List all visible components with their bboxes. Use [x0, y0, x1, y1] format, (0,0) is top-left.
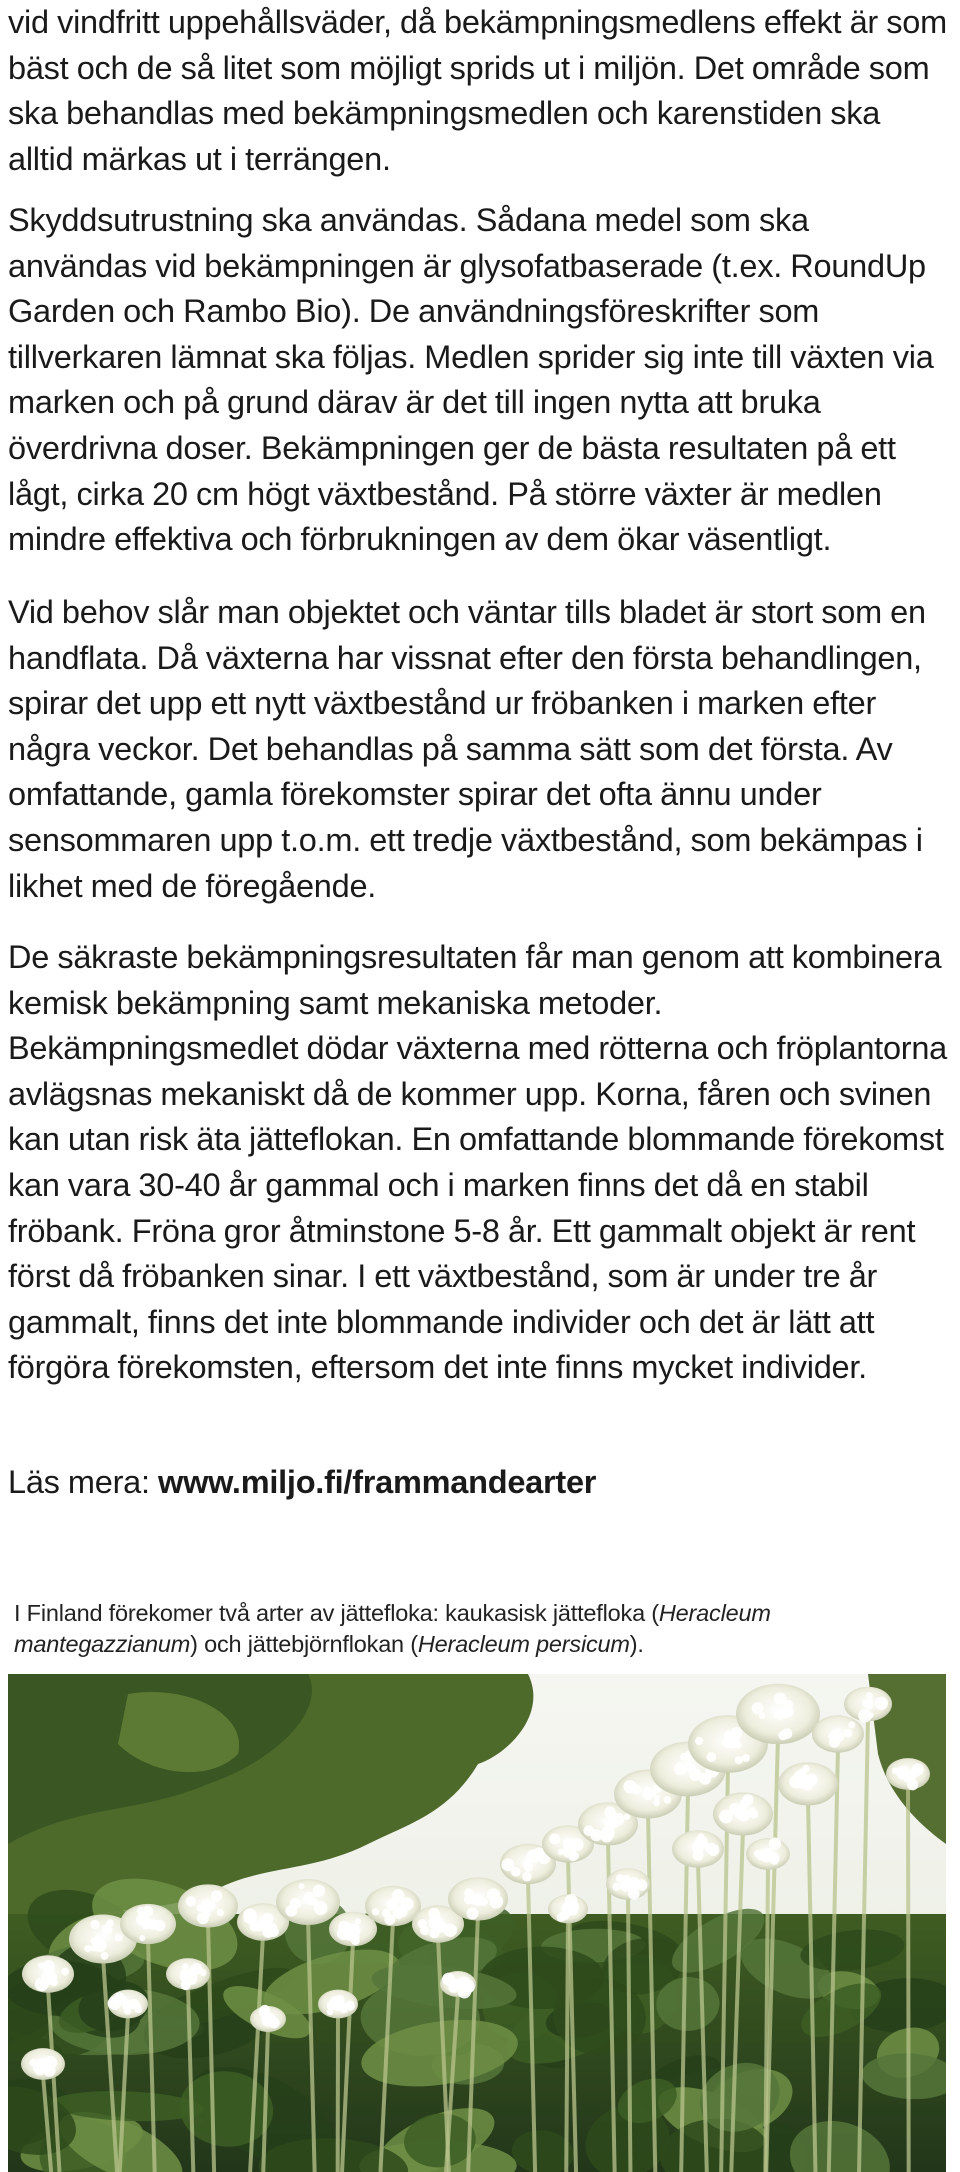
flower-umbel	[318, 1990, 358, 2019]
floret	[100, 1952, 108, 1960]
floret	[137, 1907, 145, 1915]
read-more-link[interactable]: www.miljo.fi/frammandearter	[158, 1464, 597, 1500]
floret	[84, 1945, 91, 1952]
floret	[327, 2009, 334, 2016]
floret	[181, 1980, 191, 1990]
flower-umbel	[606, 1868, 650, 1900]
floret	[623, 1780, 636, 1793]
floret	[799, 1768, 806, 1775]
floret	[461, 1982, 472, 1993]
floret	[345, 2001, 353, 2009]
floret	[742, 1754, 750, 1762]
flower-umbel	[22, 1955, 74, 1992]
floret	[91, 1945, 98, 1952]
floret	[605, 1820, 612, 1827]
floret	[319, 1905, 326, 1912]
floret	[211, 1890, 222, 1901]
caption-part-1: I Finland förekomer två arter av jätteflokа: kaukasisk jättefloka (	[14, 1600, 659, 1626]
floret	[642, 1788, 653, 1799]
floret	[355, 1918, 361, 1924]
floret	[306, 1896, 313, 1903]
floret	[865, 1700, 871, 1706]
floret	[705, 1843, 716, 1854]
floret	[524, 1863, 533, 1872]
floret	[866, 1692, 873, 1699]
floret	[188, 1967, 198, 1977]
floret	[558, 1849, 564, 1855]
floret	[567, 1901, 579, 1913]
floret	[844, 1729, 853, 1738]
floret	[466, 1907, 478, 1919]
floret	[30, 2059, 38, 2067]
read-more-label: Läs mera:	[8, 1464, 159, 1500]
floret	[386, 1899, 398, 1911]
floret	[154, 1920, 166, 1932]
floret	[829, 1737, 840, 1748]
floret	[795, 1775, 808, 1788]
floret	[770, 1856, 779, 1865]
floret	[351, 1936, 360, 1945]
floret	[429, 1928, 439, 1938]
flower-umbel	[672, 1830, 724, 1867]
floret	[674, 1762, 687, 1775]
caption-part-2: ) och jättebjörnflokan (	[190, 1631, 418, 1657]
floret	[695, 1737, 703, 1745]
floret	[511, 1867, 521, 1877]
floret	[139, 1935, 145, 1941]
floret	[467, 1894, 477, 1904]
floret	[563, 1838, 574, 1849]
floret	[90, 1920, 99, 1929]
floret	[141, 1919, 151, 1929]
floret	[896, 1765, 910, 1779]
photo-caption	[14, 1598, 944, 1660]
floret	[299, 1883, 305, 1889]
floret	[612, 1882, 620, 1890]
floret	[910, 1766, 921, 1777]
floret	[522, 1872, 532, 1882]
floret	[115, 1934, 123, 1942]
hogweed-stem	[908, 1785, 909, 2172]
floret	[763, 1849, 772, 1858]
floret	[372, 1908, 379, 1915]
floret	[94, 1935, 100, 1941]
floret	[330, 1996, 342, 2008]
floret	[549, 1834, 560, 1845]
paragraph-3: Vid behov slår man objektet och väntar tills bladet är stort som en handflata. Då växterna har vissnat efter den första behandlingen, spirar det upp ett nytt växtbestånd ur fröbanken i marken efter några veckor. Det behandlas på samma sätt som det första. Av omfattande, gamla förekomster spirar det ofta ännu under sensommaren upp t.o.m. ett tredje växtbestånd, som bekämpas i likhet med de föregående.	[8, 594, 926, 904]
floret	[619, 1882, 626, 1889]
caption-species-1: Heracleum mantegazzianum	[14, 1600, 771, 1657]
floret	[313, 1885, 325, 1897]
floret	[663, 1796, 671, 1804]
floret	[782, 1706, 794, 1718]
floret	[36, 2058, 47, 2069]
paragraph-4: De säkraste bekämpningsresultaten får man genom att kombinera kemisk bekämpning samt mekaniska metoder. Bekämpningsmedlet dödar växterna med rötterna och fröplantorna avlägsnas mekaniskt då de kommer upp. Korna, fåren och svinen kan utan risk äta jätteflokan. En omfattande blommande förekomst kan vara 30-40 år gammal och i marken finns det då en stabil fröbank. Fröna gror åtminstone 5-8 år. Ett gammalt objekt är rent först då fröbanken sinar. I ett växtbestånd, som är under tre år gammalt, finns det inte blommande individer och det är lätt att förgöra förekomsten, eftersom det inte finns mycket individer.	[8, 939, 947, 1386]
floret	[430, 1917, 440, 1927]
hogweed-stem	[765, 1865, 768, 2172]
hogweed-stem	[566, 1919, 568, 2172]
floret	[44, 1967, 53, 1976]
floret	[290, 1898, 301, 1909]
floret	[706, 1752, 716, 1762]
floret	[729, 1803, 741, 1815]
floret	[653, 1799, 660, 1806]
flower-umbel	[448, 1877, 508, 1920]
floret	[848, 1721, 855, 1728]
floret	[382, 1909, 391, 1918]
floret	[420, 1926, 429, 1935]
floret	[217, 1909, 224, 1916]
floret	[569, 1852, 578, 1861]
floret	[400, 1897, 413, 1910]
floret	[262, 1913, 273, 1924]
floret	[61, 1968, 69, 1976]
floret	[347, 1924, 361, 1938]
floret	[114, 1992, 125, 2003]
read-more-line	[8, 1460, 596, 1506]
floret	[735, 1741, 742, 1748]
floret	[722, 1739, 730, 1747]
floret	[601, 1831, 613, 1843]
floret	[489, 1895, 503, 1909]
floret	[259, 2006, 270, 2017]
floret	[604, 1806, 616, 1818]
floret	[396, 1913, 402, 1919]
floret	[694, 1847, 702, 1855]
floret	[451, 1979, 463, 1991]
floret	[616, 1874, 625, 1883]
floret	[35, 1977, 49, 1991]
floret	[590, 1829, 602, 1841]
floret	[202, 1909, 211, 1918]
floret	[749, 1807, 756, 1814]
floret	[262, 1926, 274, 1938]
floret	[742, 1794, 753, 1805]
floret	[774, 1711, 781, 1718]
floret	[868, 1712, 874, 1718]
floret	[778, 1731, 788, 1741]
floret	[102, 1924, 113, 1935]
flower-umbel	[812, 1715, 864, 1752]
floret	[133, 2002, 140, 2009]
floret	[243, 1911, 256, 1924]
paragraph-2: Skyddsutrustning ska användas. Sådana medel som ska användas vid bekämpningen är glysofatbaserade (t.ex. RoundUp Garden och Rambo Bio). De användningsföreskrifter som tillverkaren lämnat ska följas. Medlen sprider sig inte till växten via marken och på grund därav är det till ingen nytta att bruka överdrivna doser. Bekämpningen ger de bästa resultaten på ett lågt, cirka 20 cm högt växtbestånd. På större växter är medlen mindre effektiva och förbrukningen av dem ökar väsentligt.	[8, 202, 934, 558]
floret	[186, 1896, 196, 1906]
caption-species-2: Heracleum persicum	[417, 1631, 630, 1657]
floret	[880, 1699, 886, 1705]
floret	[444, 1924, 457, 1937]
floret	[769, 1837, 781, 1849]
floret	[124, 2008, 131, 2015]
flower-umbel	[21, 2048, 65, 2080]
paragraph-1: vid vindfritt uppehållsväder, då bekämpningsmedlens effekt är som bäst och de så litet som möjligt sprids ut i miljön. Det område som ska behandlas med bekämpningsmedlen och karenstiden ska alltid märkas ut i terrängen.	[8, 4, 947, 177]
flower-umbel	[713, 1792, 773, 1835]
floret	[759, 1712, 766, 1719]
floret	[182, 1963, 188, 1969]
floret	[689, 1769, 701, 1781]
floret	[831, 1730, 837, 1736]
flower-umbel	[736, 1684, 820, 1744]
hogweed-stem	[628, 1895, 630, 2172]
floret	[774, 1692, 787, 1705]
flower-umbel	[178, 1884, 238, 1927]
flower-umbel	[120, 1904, 176, 1944]
floret	[731, 1727, 743, 1739]
flower-umbel	[276, 1879, 340, 1925]
giant-hogweed-photo	[8, 1674, 946, 2172]
floret	[735, 1756, 743, 1764]
caption-part-3: ).	[629, 1631, 644, 1657]
floret	[628, 1877, 640, 1889]
flower-umbel	[778, 1762, 838, 1805]
